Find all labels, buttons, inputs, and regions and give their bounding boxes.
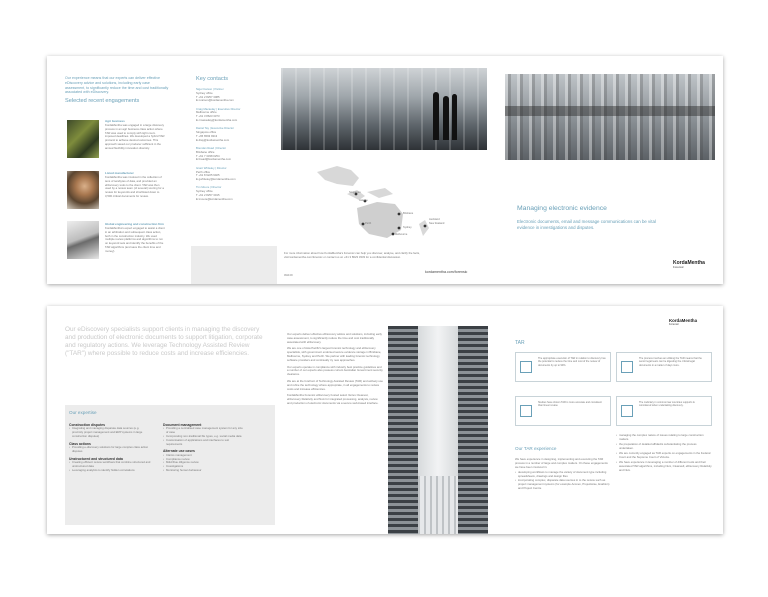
tar-experience-heading: Our TAR experience	[515, 446, 557, 451]
tar-experience-bullet: • We are currently engaged as TAR experts on engagements in the Federal Court and the Supreme Court of Victoria.	[616, 452, 712, 460]
floor-grille	[418, 476, 458, 534]
brand-logo: KordaMentha	[673, 260, 705, 266]
middle-paragraph: We are at the forefront of Technology Assisted Review (TAR) and actively use and refine the technology where appropriate, in all engagements to reduce costs and increase efficiencies.	[287, 378, 383, 391]
brochure-outer-sheet	[47, 56, 723, 284]
expertise-bullet: • Leveraging analytics to identify hidden correlations	[69, 469, 151, 473]
contact-email[interactable]: E ncarson@kordamentha.com	[196, 98, 234, 103]
cable-rack-photo	[505, 74, 715, 160]
contact-phone: T +61 2 8257 3085	[196, 94, 220, 99]
expertise-column-2	[163, 423, 245, 473]
document-icon	[621, 361, 633, 373]
middle-paragraph: We are one of Asia Pacific's largest forensic technology and eDiscovery specialists, with government endorsed secure evidence storage in Brisbane, Melbourne, Sydney and Perth. We partner with leading forensic technology software providers and continually try new approaches.	[287, 346, 382, 362]
contact-phone: T +65 6593 9313	[196, 133, 218, 138]
contact-office: Sydney office	[196, 189, 213, 194]
map-label: New Zealand	[429, 222, 445, 225]
map-label: Jakarta	[359, 199, 368, 202]
contact-phone: T +61 7 3338 0254	[196, 153, 220, 158]
engagement-title: Agri business	[105, 119, 125, 123]
tar-fact-text: The appropriate execution of TAR in relation to discovery has the potential to reduce the time and cost of the review of documents by up to 90%.	[538, 357, 606, 367]
expertise-bullets	[69, 446, 151, 454]
expertise-bullet: • Integrating and managing disparate data sources (e.g. proximity project management and ERP systems in large construction disputes)	[69, 427, 151, 438]
server-corridor-photo	[388, 326, 488, 534]
expertise-item-heading: Document management	[163, 423, 202, 427]
more-info-text: For more information about how KordaMentha's Forensic can help you discover, analyse, and clarify the facts, visit kordamentha.com/forensic or contact us on +61 3 8623 3333 for a confidential discussion.	[284, 251, 420, 259]
contact-card	[196, 186, 278, 201]
contact-office: Sydney office	[196, 90, 213, 95]
tar-experience-intro: We have experience in designing, implementing and executing the TAR process in a number of large and complex matters. On these engagements we have been involved in:	[515, 457, 608, 469]
middle-paragraph: Our experts operate in compliance with industry best practice guidelines and a number of our experts also possess current Australian Government security clearance.	[287, 364, 383, 377]
contact-email[interactable]: E dtay@kordamentha.com	[196, 137, 230, 142]
rack-bar	[505, 106, 715, 116]
expertise-bullets	[163, 427, 245, 446]
tar-experience-left	[515, 458, 611, 490]
gavel-icon	[621, 405, 633, 417]
contact-name: Brendan Read | Director	[196, 146, 227, 151]
tar-experience-bullet: • managing the complex nature of issues relating to large construction matters.	[616, 434, 712, 442]
expertise-bullet: • M&A/Due diligence review	[163, 461, 245, 465]
contact-name: Craig Macaulay | Executive Director	[196, 106, 241, 111]
expertise-bullet: • Providing a centralised case management system for any size of case	[163, 427, 245, 435]
brochure-inner-sheet	[47, 306, 723, 534]
middle-paragraph: Our experts deliver effective eDiscovery advice and solutions, including early case assessment, to significantly reduce the time and cost traditionally associated with eDiscovery.	[287, 332, 382, 344]
cable-lines	[505, 74, 715, 160]
expertise-item-heading: Unstructured and structured data	[69, 456, 123, 461]
contact-phone: T +61 3 8623 3373	[196, 114, 220, 119]
expertise-column-1	[69, 423, 151, 473]
map-label: Brisbane	[403, 212, 414, 215]
tar-fact-box	[616, 352, 712, 382]
inner-intro-heading: Our eDiscovery specialists support clients in managing the discovery and production of electronic documents to support litigation, corporate and regulatory actions. We leverage Technology Assisted Review ("TAR") where possible to reduce costs and increase efficiencies.	[65, 326, 263, 357]
expertise-heading: Our expertise	[69, 410, 97, 415]
contacts-heading: Key contacts	[196, 76, 229, 82]
cover-title: Managing electronic evidence	[517, 205, 607, 212]
contact-email[interactable]: E tmoore@kordamentha.com	[196, 196, 233, 201]
outer-intro-text: Our experience means that our experts can deliver effective eDiscovery advice and solutions, including early case assessment, to significantly reduce the time and cost traditionally associated with eDiscovery.	[65, 76, 169, 95]
office-silhouette-photo	[281, 68, 487, 150]
tar-fact-box	[616, 396, 712, 426]
brand-sub: Forensic	[669, 323, 679, 326]
engagements-heading: Selected recent engagements	[65, 98, 140, 104]
map-label: Melbourne	[395, 233, 408, 236]
clock-icon	[520, 361, 532, 373]
map-label: Singapore	[349, 191, 361, 194]
person-silhouette	[443, 96, 449, 140]
asia-pacific-map	[307, 154, 447, 244]
brand-logo: KordaMentha	[669, 318, 698, 323]
expertise-bullet: • Investigations	[163, 465, 245, 469]
engagement-text: KordaMentha was involved in the collection of tens of terabytes of data, and provided an eDiscovery tools to the client. TAR was then used by a review team (of several) scoring for a review for keywords and shortlisted down to 3,500 critical documents for review.	[105, 175, 164, 198]
expertise-bullet: • Customisation of applications and interfaces to suit requirements	[163, 439, 245, 447]
date-code: 0919.03	[284, 274, 293, 277]
expertise-bullet: • Incorporating non-traditional file types, e.g. social media data	[163, 435, 245, 439]
middle-paragraph: KordaMentha Forensic eDiscovery hosted select Vertex Cleanest, eDiscovery Relativity and Nuix for integrated processing, analysis, review and production of electronic documents via a secure web-based interface.	[287, 393, 379, 405]
website-url[interactable]: kordamentha.com/forensic	[425, 270, 468, 274]
server-rack-right	[458, 326, 488, 534]
engagement-text: KordaMentha's expert engaged to assist a client in an arbitration and subsequent class action, both in the construction industry. We used multiple review platforms and algorithms to run on keyword sets and identify the benefits of the TAR algorithms (and save the client time and money).	[105, 226, 165, 253]
contact-name: Daniel Tay | Executive Director	[196, 126, 234, 131]
expertise-bullets	[163, 454, 245, 473]
contact-card	[196, 88, 278, 103]
map-label: Sydney	[403, 226, 412, 229]
tar-fact-text: Studies have shown TAR is more accurate and consistent than linear review.	[538, 401, 602, 408]
tar-fact-text: The process involves an utilising the TAR means that the senior legal team can be digesting the critical legal documents in a matter of days more.	[639, 357, 702, 367]
contact-email[interactable]: E bread@kordamentha.com	[196, 157, 232, 162]
brand-sub: Forensic	[673, 265, 684, 269]
engagement-text: KordaMentha was engaged in a large discovery process in an agri business class action where TAR was used to comply with tight court-imposed deadlines. We developed a hybrid TAR protocol to achieve desired outcomes. This approach saved our producer sufficient in the annual flexibility innovation diversity.	[105, 123, 165, 150]
contact-phone: T +61 2 8257 3015	[196, 193, 220, 198]
contact-name: Grant Whiteley | Director	[196, 165, 227, 170]
tar-experience-bullet: • developing workflows to manage the variety of document type including spreadsheets, drawings and design files	[515, 471, 611, 479]
tar-fact-box	[515, 352, 611, 382]
tar-experience-bullet: • the preparation of detailed affidavits substantiating the process undertaken.	[616, 443, 712, 451]
expertise-bullet: • Providing e-discovery solutions for large complex class action disputes	[69, 446, 151, 454]
person-silhouette	[452, 94, 457, 140]
expertise-bullet: • Creating efficient review workflows that combine structured and unstructured data	[69, 461, 151, 469]
grey-block	[191, 246, 277, 284]
contact-office: Perth office	[196, 169, 211, 174]
contact-email[interactable]: E gwhiteley@kordamentha.com	[196, 177, 236, 182]
expertise-bullet: • Claims management	[163, 454, 245, 458]
cover-subtitle: Electronic documents, email and message communications can be vital evidence in investigations and disputes.	[517, 219, 656, 230]
contact-card	[196, 127, 278, 142]
expertise-item-heading: Construction disputes	[69, 423, 105, 427]
contact-email[interactable]: E cmacaulay@kordamentha.com	[196, 118, 238, 123]
engagement-image-manufacturer	[67, 171, 99, 209]
map-label: Auckland	[429, 218, 440, 221]
person-silhouette	[433, 92, 439, 140]
contact-card	[196, 167, 278, 182]
contact-office: Melbourne office	[196, 110, 217, 115]
expertise-bullet: • Monitoring human behaviour	[163, 469, 245, 473]
tar-experience-bullets	[616, 434, 712, 473]
tar-experience-bullet: • We have experience in leveraging a number of different tools and their associated TAR algorithms, including Nuix, Clearwell, eDiscovery Relativity and Nuix.	[616, 461, 712, 472]
contact-phone: T +61 8 9225 9025	[196, 173, 220, 178]
expertise-bullet: • Compliance review	[163, 458, 245, 462]
contact-office: Brisbane office	[196, 149, 215, 154]
contact-card	[196, 147, 278, 162]
expertise-bullets	[69, 427, 151, 438]
tar-fact-box	[515, 396, 611, 426]
contact-office: Singapore office	[196, 130, 217, 135]
tar-experience-bullets	[515, 471, 611, 490]
contact-name: Tim Moore | Director	[196, 185, 222, 190]
tar-heading: TAR	[515, 340, 525, 346]
search-icon	[520, 405, 532, 417]
contacts-list	[196, 88, 278, 202]
engagement-title: Global engineering and construction firm	[105, 222, 164, 226]
engagement-image-construction	[67, 221, 99, 259]
server-rack-left	[388, 326, 418, 534]
tar-experience-right	[616, 434, 712, 473]
engagement-image-agri	[67, 120, 99, 158]
contact-name: Nigel Carson | Partner	[196, 87, 224, 91]
expertise-item-heading: Class actions	[69, 441, 91, 446]
engagement-title: Listed manufacturer	[105, 171, 134, 175]
expertise-item-heading: Alternate use cases	[163, 449, 195, 454]
contact-card	[196, 108, 278, 123]
expertise-bullets	[69, 461, 151, 472]
middle-text-column	[287, 333, 383, 406]
map-label: Perth	[365, 222, 372, 225]
tar-experience-bullet: • incorporating complex, disparate data sources in to the review such as project management systems (for example Aconex, Projectwise, Enablon) and Project Centre	[515, 479, 611, 490]
tar-fact-text: The Judiciary in common law countries supports & considered when undertaking discovery.	[639, 401, 695, 408]
